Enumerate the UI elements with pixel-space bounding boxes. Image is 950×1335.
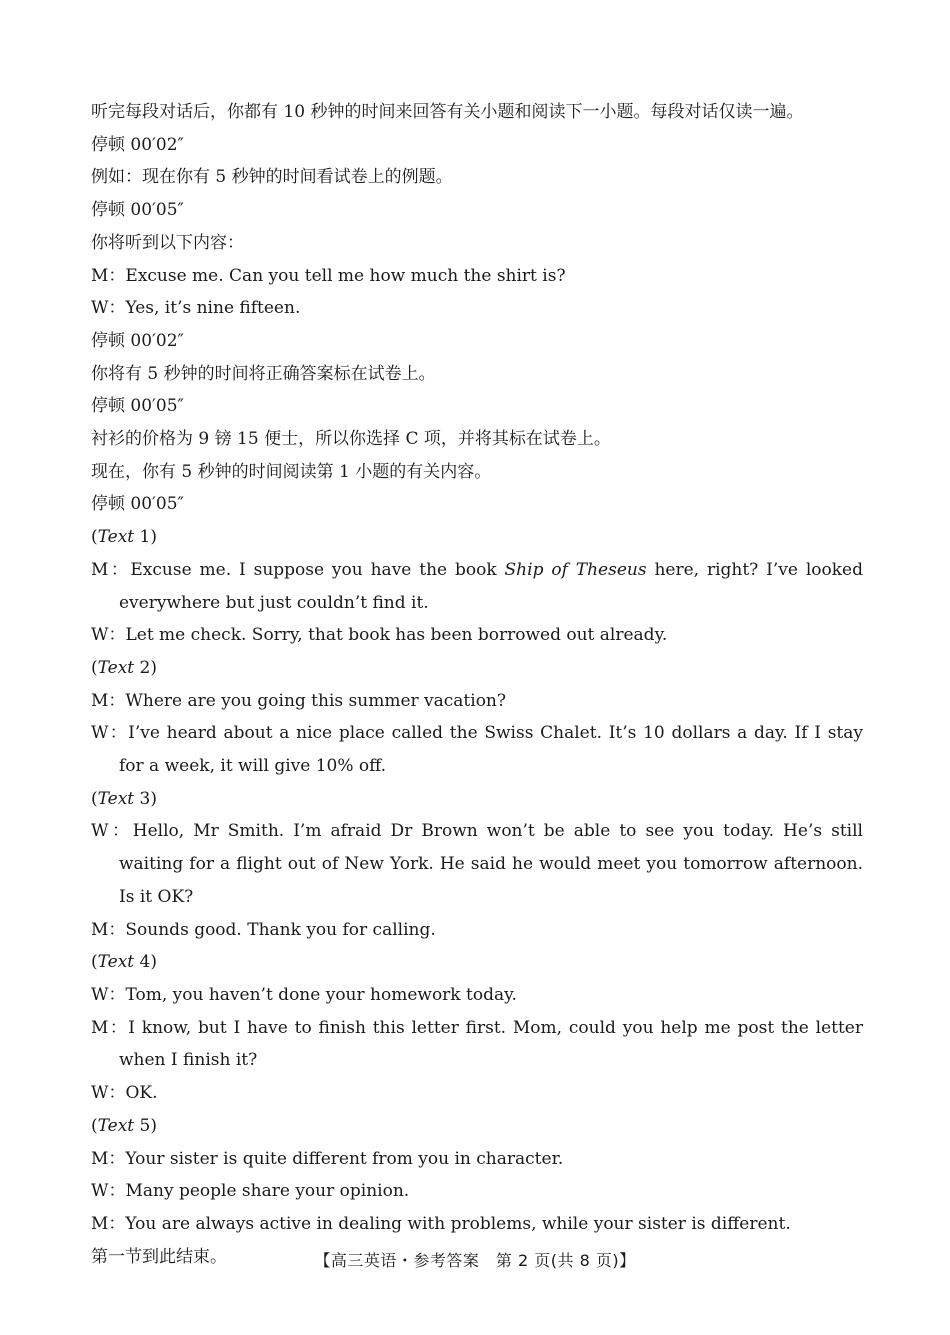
- instruction-line: 听完每段对话后，你都有 10 秒钟的时间来回答有关小题和阅读下一小题。每段对话仅读一遍。: [91, 102, 804, 122]
- pause-line: 停顿 00′05″: [91, 200, 184, 221]
- pause-line: 停顿 00′05″: [91, 396, 184, 417]
- dialogue-line: W：Tom, you haven’t done your homework today.: [91, 984, 517, 1005]
- text-label: (Text 1): [91, 527, 158, 548]
- dialogue-line: W：Let me check. Sorry, that book has been borrowed out already.: [91, 625, 668, 646]
- dialogue-line: M：Where are you going this summer vacation?: [91, 690, 506, 711]
- text-label: (Text 5): [91, 1115, 158, 1136]
- dialogue-line: M：I know, but I have to finish this letter first. Mom, could you help me post the letter when I finish it?: [91, 1017, 863, 1071]
- book-title: Ship of Theseus: [504, 559, 647, 580]
- document-page: [91, 96, 863, 1273]
- dialogue-line: W：Yes, it’s nine fifteen.: [91, 298, 301, 319]
- text-label: (Text 2): [91, 657, 158, 678]
- text-label-word: Text: [97, 1115, 135, 1136]
- dialogue-line: M：Your sister is quite different from you in character.: [91, 1148, 564, 1169]
- dialogue-line: [91, 554, 863, 619]
- text-label-word: Text: [97, 952, 135, 973]
- text-label-number: 1: [139, 527, 151, 548]
- dialogue-line: W：I’ve heard about a nice place called the Swiss Chalet. It’s 10 dollars a day. If I stay for a week, it will give 10% off.: [91, 723, 863, 777]
- text-label: (Text 3): [91, 788, 158, 809]
- dialogue-line: M：Sounds good. Thank you for calling.: [91, 919, 436, 940]
- instruction-line: 现在，你有 5 秒钟的时间阅读第 1 小题的有关内容。: [91, 461, 492, 482]
- dialogue-line: W：OK.: [91, 1083, 158, 1104]
- pause-line: 停顿 00′05″: [91, 494, 184, 515]
- instruction-line: 例如：现在你有 5 秒钟的时间看试卷上的例题。: [91, 167, 453, 188]
- text-label: (Text 4): [91, 952, 158, 973]
- dialogue-line: W：Many people share your opinion.: [91, 1181, 410, 1202]
- text-label-number: 2: [139, 657, 151, 678]
- text-label-number: 5: [139, 1115, 151, 1136]
- dialogue-line: M：Excuse me. Can you tell me how much the shirt is?: [91, 265, 566, 286]
- text-label-word: Text: [97, 788, 135, 809]
- dialogue-line: W：Hello, Mr Smith. I’m afraid Dr Brown won’t be able to see you today. He’s still waiting for a flight out of New York. He said he would meet you tomorrow afternoon. Is it OK?: [91, 821, 863, 907]
- section-end: 第一节到此结束。: [91, 1246, 227, 1267]
- text-label-word: Text: [97, 527, 135, 548]
- text-label-number: 4: [139, 952, 151, 973]
- dialogue-text: M：Excuse me. I suppose you have the book: [91, 559, 505, 580]
- instruction-line: 衬衫的价格为 9 镑 15 便士，所以你选择 C 项，并将其标在试卷上。: [91, 429, 611, 450]
- instruction-line: 你将听到以下内容：: [91, 232, 244, 253]
- instruction-line: 你将有 5 秒钟的时间将正确答案标在试卷上。: [91, 363, 436, 384]
- dialogue-line: M：You are always active in dealing with problems, while your sister is different.: [91, 1213, 791, 1234]
- pause-line: 停顿 00′02″: [91, 330, 184, 351]
- text-label-number: 3: [139, 788, 151, 809]
- page-footer: 【高三英语・参考答案 第 2 页(共 8 页)】: [314, 1251, 636, 1270]
- pause-line: 停顿 00′02″: [91, 134, 184, 155]
- dialogue-text: here, right? I’ve looked everywhere but just couldn’t find it.: [119, 559, 863, 613]
- text-label-word: Text: [97, 657, 135, 678]
